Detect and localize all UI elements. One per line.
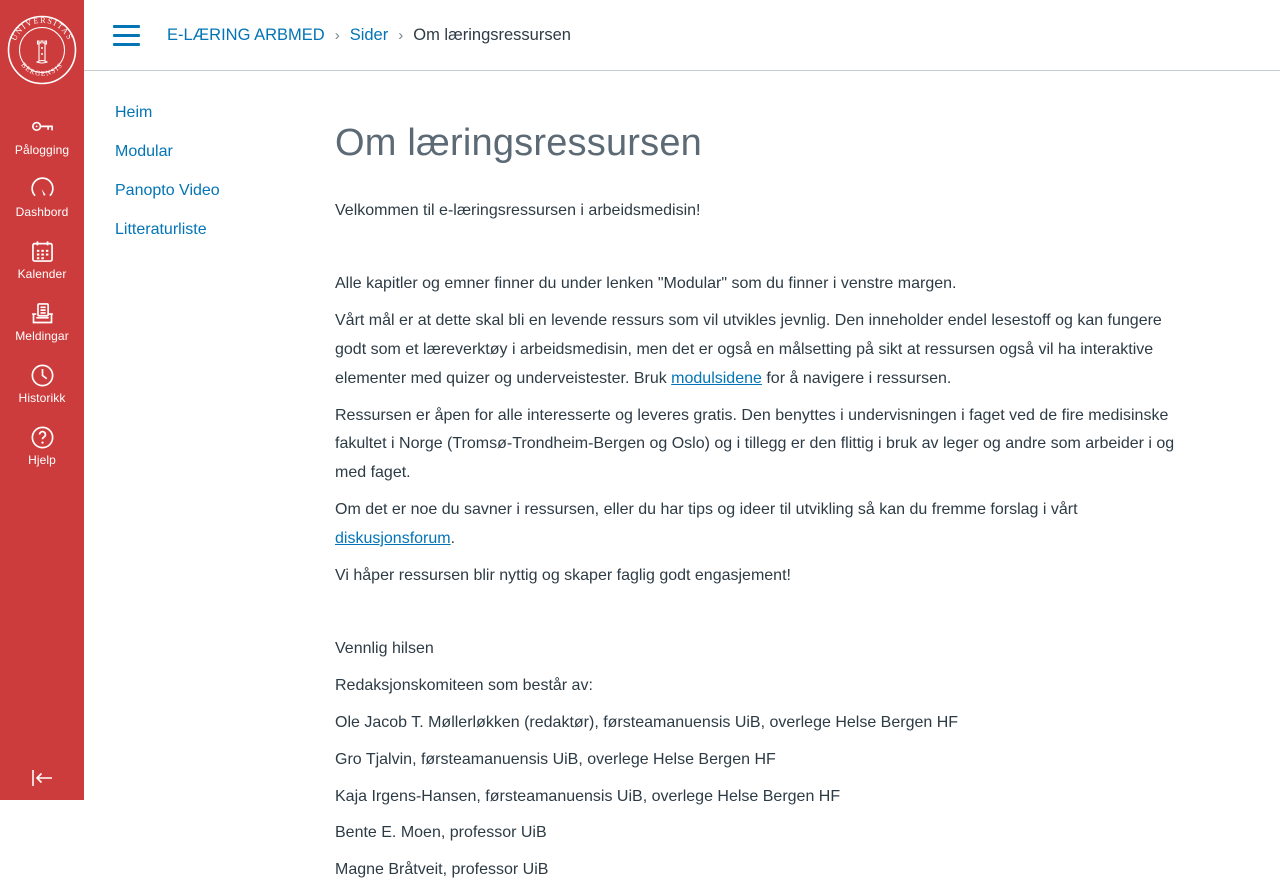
uib-seal-emblem bbox=[37, 41, 47, 63]
breadcrumb-current-page: Om læringsressursen bbox=[413, 25, 571, 44]
sidebar-item-dashbord[interactable] bbox=[15, 176, 69, 219]
sidebar-item-label: Historikk bbox=[18, 391, 66, 405]
paragraph-feedback bbox=[335, 496, 1176, 554]
dashboard-gauge-icon bbox=[29, 176, 56, 203]
sidebar-item-meldingar[interactable] bbox=[15, 300, 69, 343]
sidebar-item-kalender[interactable] bbox=[15, 238, 69, 281]
paragraph-spacer bbox=[335, 233, 1176, 262]
paragraph-chapters: Alle kapitler og emner finner du under lenken "Modular" som du finner i venstre margen. bbox=[335, 275, 957, 293]
diskusjonsforum-link[interactable]: diskusjonsforum bbox=[335, 529, 451, 547]
paragraph-open-resource: Ressursen er åpen for alle interesserte og leveres gratis. Den benyttes i undervisningen i faget ved de fire medisinske fakultet i Norge (Tromsø-Trondheim-Bergen og Oslo) og i tillegg er den flittig i bruk av leger og andre som arbeider i og med faget. bbox=[335, 406, 1175, 482]
uib-seal-icon bbox=[6, 14, 78, 86]
collapse-sidebar-button[interactable] bbox=[27, 764, 57, 792]
global-nav-items bbox=[15, 114, 69, 467]
page-content bbox=[304, 71, 1176, 893]
breadcrumb-bar bbox=[84, 0, 1280, 71]
modulsidene-link[interactable]: modulsidene bbox=[671, 369, 762, 387]
paragraph-goal-text: Vårt mål er at dette skal bli en levende ressurs som vil utvikles jevnlig. Den inneholder endel lesestoff og kan fungere godt som et læreverktøy i arbeidsmedisin, men det er også en målsetting på sikt at ressursen også vil ha interaktive elementer med quizer og underveistester. Bruk bbox=[335, 312, 1162, 387]
calendar-icon bbox=[29, 238, 56, 265]
sidebar-item-label: Pålogging bbox=[14, 143, 70, 157]
help-icon bbox=[29, 424, 56, 451]
collapse-left-icon bbox=[27, 764, 57, 792]
svg-text:UNIVERSITAS: UNIVERSITAS bbox=[9, 15, 75, 43]
sidebar-item-label: Hjelp bbox=[28, 453, 56, 467]
paragraph-committee: Redaksjonskomiteen som består av: bbox=[335, 677, 593, 695]
uib-logo[interactable] bbox=[6, 14, 78, 86]
course-nav-item-panopto-video[interactable]: Panopto Video bbox=[115, 182, 220, 199]
breadcrumb-separator: › bbox=[398, 26, 404, 44]
sidebar-item-label: Meldingar bbox=[15, 329, 69, 343]
hamburger-menu-icon[interactable] bbox=[113, 25, 140, 46]
paragraph-feedback-text: Om det er noe du savner i ressursen, eller du har tips og ideer til utvikling så kan du fremme forslag i vårt bbox=[335, 500, 1078, 518]
sidebar-item-hjelp[interactable] bbox=[15, 424, 69, 467]
key-icon bbox=[29, 114, 56, 141]
committee-member: Ole Jacob T. Møllerløkken (redaktør), førsteamanuensis UiB, overlege Helse Bergen HF bbox=[335, 713, 959, 731]
page-body bbox=[84, 71, 1280, 893]
course-nav-item-heim[interactable]: Heim bbox=[115, 104, 153, 121]
main-area bbox=[84, 0, 1280, 893]
committee-member: Kaja Irgens-Hansen, førsteamanuensis UiB, overlege Helse Bergen HF bbox=[335, 787, 841, 805]
page-title: Om læringsressursen bbox=[335, 122, 703, 164]
committee-member: Gro Tjalvin, førsteamanuensis UiB, overlege Helse Bergen HF bbox=[335, 750, 776, 768]
paragraph-spacer bbox=[335, 598, 1176, 627]
paragraph-goal bbox=[335, 307, 1176, 393]
paragraph-hope: Vi håper ressursen blir nyttig og skaper faglig godt engasjement! bbox=[335, 566, 791, 584]
paragraph-regards: Vennlig hilsen bbox=[335, 640, 434, 658]
course-nav-item-modular[interactable]: Modular bbox=[115, 143, 173, 160]
paragraph-goal-text-after: for å navigere i ressursen. bbox=[761, 369, 952, 387]
committee-member: Bente E. Moen, professor UiB bbox=[335, 824, 547, 842]
sidebar-item-label: Kalender bbox=[17, 267, 67, 281]
breadcrumb-separator: › bbox=[334, 26, 340, 44]
breadcrumb-pages-link[interactable]: Sider bbox=[349, 25, 389, 44]
breadcrumb bbox=[167, 26, 571, 45]
svg-text:BERGENSIS: BERGENSIS bbox=[19, 61, 65, 79]
clock-icon bbox=[29, 362, 56, 389]
sidebar-item-label: Dashbord bbox=[15, 205, 69, 219]
paragraph-feedback-text-after: . bbox=[450, 529, 456, 547]
sidebar-item-historikk[interactable] bbox=[15, 362, 69, 405]
course-navigation bbox=[84, 71, 304, 893]
committee-member: Magne Bråtveit, professor UiB bbox=[335, 861, 549, 879]
course-nav-item-litteraturliste[interactable]: Litteraturliste bbox=[115, 221, 207, 238]
inbox-icon bbox=[29, 300, 56, 327]
sidebar-item-palogging[interactable] bbox=[15, 114, 69, 157]
global-nav-sidebar bbox=[0, 0, 84, 800]
paragraph-welcome: Velkommen til e-læringsressursen i arbeidsmedisin! bbox=[335, 201, 701, 219]
breadcrumb-course-link[interactable]: E-LÆRING ARBMED bbox=[167, 25, 325, 44]
